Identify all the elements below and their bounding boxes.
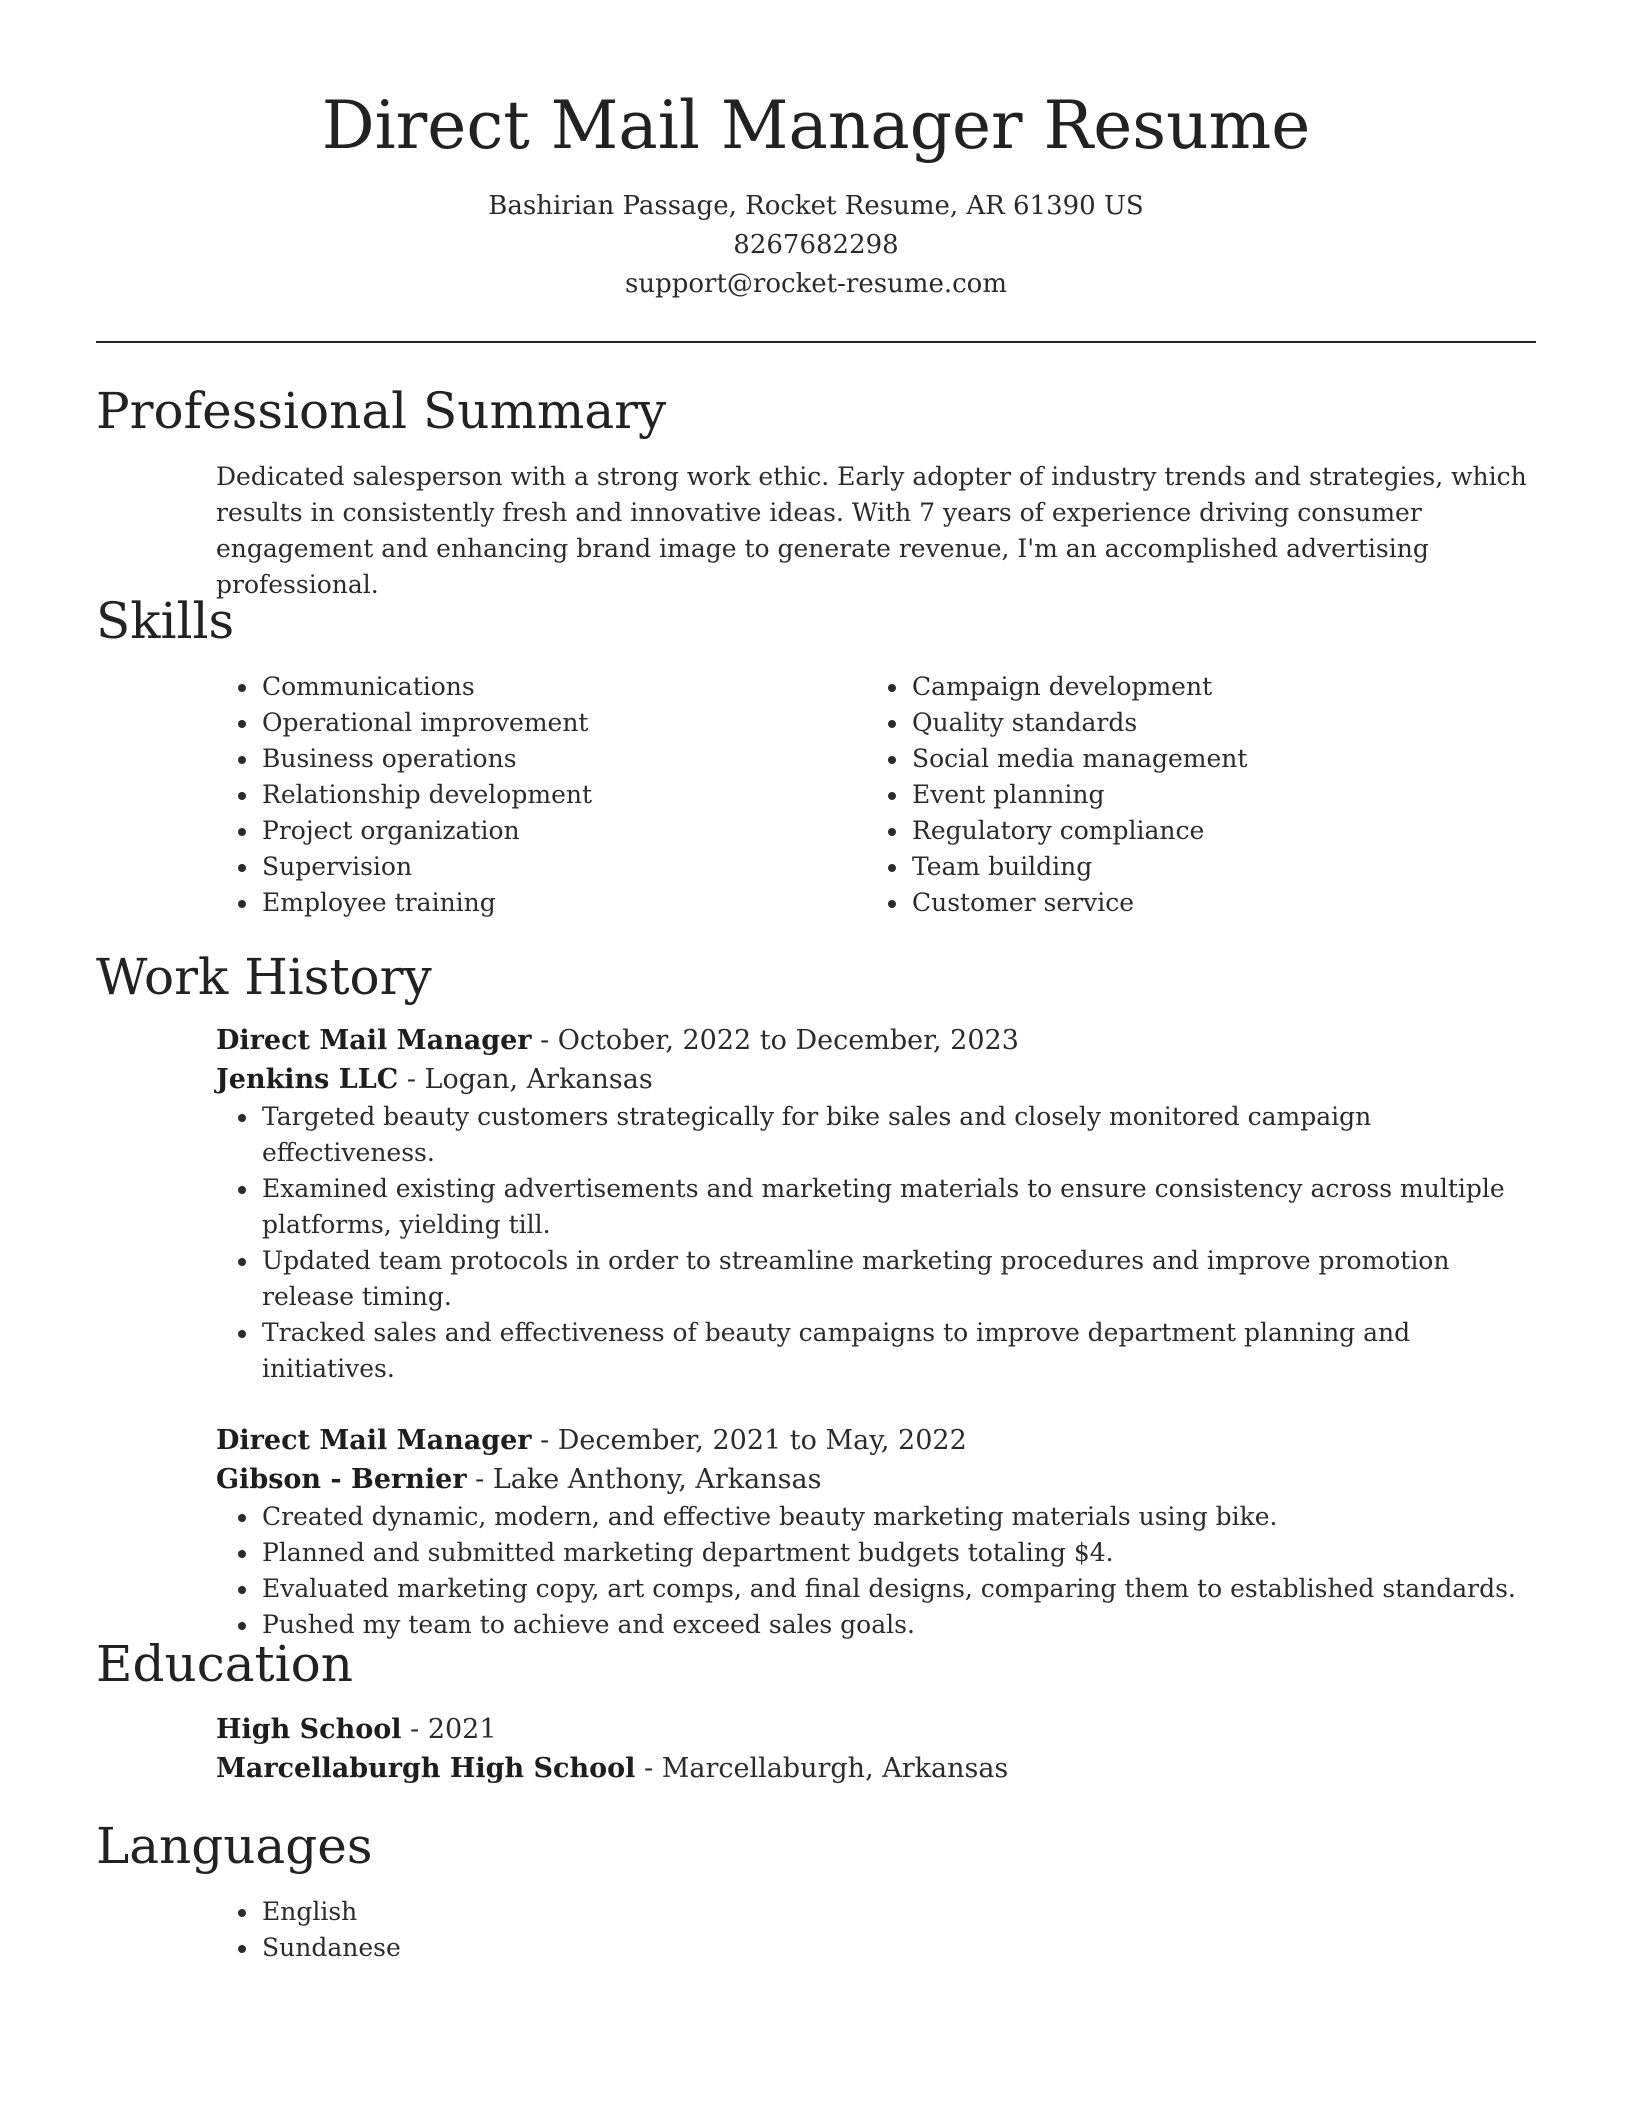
job-title: Direct Mail Manager (216, 1425, 532, 1456)
job-duty-item: • Examined existing advertisements and marketing materials to ensure consistency across multiple platforms, yielding till. (260, 1171, 1536, 1243)
job-company: Gibson - Bernier (216, 1464, 467, 1495)
job-duty-item: • Updated team protocols in order to streamline marketing procedures and improve promotion release timing. (260, 1243, 1536, 1315)
header-divider (96, 341, 1536, 343)
job-entry (216, 1421, 1536, 1643)
skill-item: • Campaign development (910, 669, 1516, 705)
job-duty-item: • Evaluated marketing copy, art comps, and final designs, comparing them to established standards. (260, 1571, 1536, 1607)
school-location: - Marcellaburgh, Arkansas (635, 1753, 1009, 1784)
job-dates: - December, 2021 to May, 2022 (531, 1425, 967, 1456)
skill-item: • Quality standards (910, 705, 1516, 741)
job-dates: - October, 2022 to December, 2023 (531, 1025, 1019, 1056)
job-entry (216, 1021, 1536, 1387)
summary-section (216, 459, 1536, 603)
skill-item: • Business operations (260, 741, 866, 777)
contact-info (96, 187, 1536, 304)
job-duty-item: • Pushed my team to achieve and exceed sales goals. (260, 1607, 1536, 1643)
education-heading: Education (96, 1635, 353, 1693)
skill-item: • Customer service (910, 885, 1516, 921)
education-section (216, 1710, 1536, 1788)
summary-text: Dedicated salesperson with a strong work ethic. Early adopter of industry trends and strategies, which results in consistently fresh and innovative ideas. With 7 years of experience driving consumer engagement and enhancing brand image to generate revenue, I'm an accomplished advertising professional. (216, 462, 1527, 599)
job-title-line (216, 1021, 1536, 1060)
skill-item: • Communications (260, 669, 866, 705)
skills-column-right (866, 669, 1516, 921)
job-location: - Logan, Arkansas (398, 1064, 653, 1095)
job-duty-item: • Planned and submitted marketing department budgets totaling $4. (260, 1535, 1536, 1571)
skill-item: • Relationship development (260, 777, 866, 813)
skill-item: • Employee training (260, 885, 866, 921)
job-duty-item: • Tracked sales and effectiveness of beauty campaigns to improve department planning and initiatives. (260, 1315, 1536, 1387)
school-line (216, 1749, 1536, 1788)
work-history-section (216, 1021, 1536, 1643)
contact-email: support@rocket-resume.com (624, 269, 1007, 299)
contact-phone: 8267682298 (733, 230, 899, 260)
school-name: Marcellaburgh High School (216, 1753, 636, 1784)
job-duties (216, 1499, 1536, 1643)
skill-item: • Operational improvement (260, 705, 866, 741)
skills-heading: Skills (96, 592, 235, 650)
skill-item: • Event planning (910, 777, 1516, 813)
degree-line (216, 1710, 1536, 1749)
skill-item: • Project organization (260, 813, 866, 849)
resume-title: Direct Mail Manager Resume (321, 87, 1311, 164)
job-company-line (216, 1060, 1536, 1099)
contact-address: Bashirian Passage, Rocket Resume, AR 61390 US (488, 191, 1144, 221)
job-duties (216, 1099, 1536, 1387)
skills-column-left (216, 669, 866, 921)
degree: High School (216, 1714, 402, 1745)
summary-heading: Professional Summary (96, 382, 667, 440)
resume-header (96, 78, 1536, 304)
job-duty-item: • Targeted beauty customers strategically for bike sales and closely monitored campaign effectiveness. (260, 1099, 1536, 1171)
skill-item: • Team building (910, 849, 1516, 885)
languages-heading: Languages (96, 1817, 373, 1875)
languages-section (216, 1894, 1536, 1966)
job-company: Jenkins LLC (216, 1064, 399, 1095)
job-company-line (216, 1460, 1536, 1499)
language-item: • English (260, 1894, 1536, 1930)
skill-item: • Social media management (910, 741, 1516, 777)
language-item: • Sundanese (260, 1930, 1536, 1966)
skills-section (216, 669, 1536, 921)
job-duty-item: • Created dynamic, modern, and effective beauty marketing materials using bike. (260, 1499, 1536, 1535)
skill-item: • Supervision (260, 849, 866, 885)
graduation-year: - 2021 (401, 1714, 497, 1745)
work-history-heading: Work History (96, 948, 432, 1006)
job-location: - Lake Anthony, Arkansas (466, 1464, 822, 1495)
job-title: Direct Mail Manager (216, 1025, 532, 1056)
skill-item: • Regulatory compliance (910, 813, 1516, 849)
job-title-line (216, 1421, 1536, 1460)
